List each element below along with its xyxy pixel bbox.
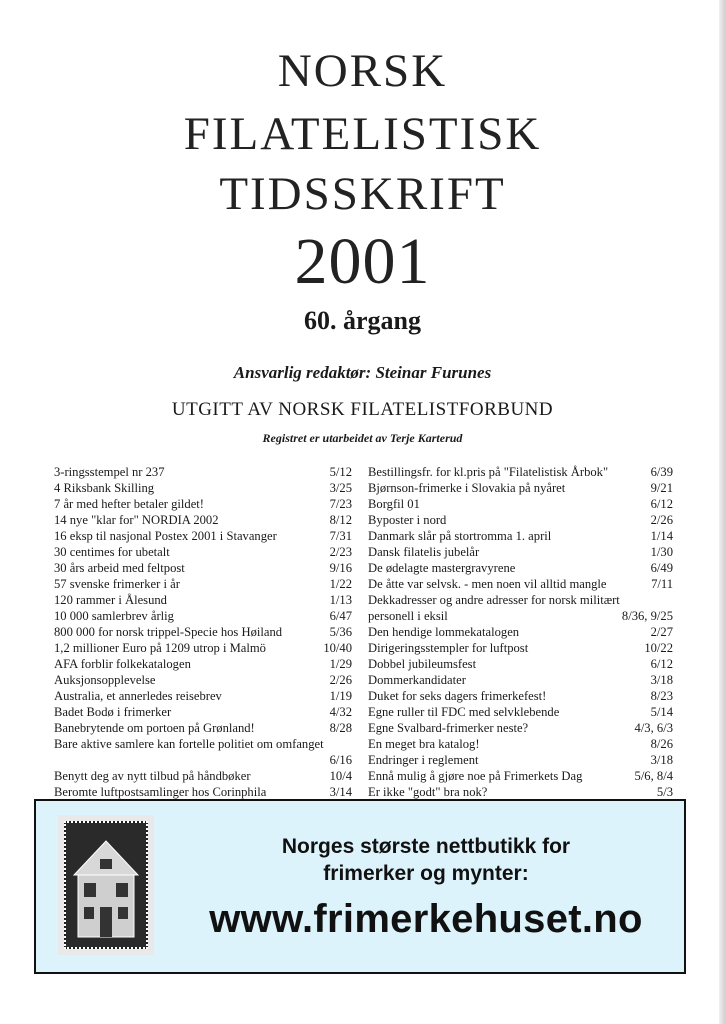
index-entry xyxy=(54,656,352,672)
index-entry xyxy=(368,688,673,704)
index-entry-ref: 7/11 xyxy=(651,577,673,591)
index-entry xyxy=(54,464,352,480)
index-entry xyxy=(54,784,352,800)
index-entry xyxy=(368,496,673,512)
index-entry-ref: 3/18 xyxy=(650,673,673,687)
index-entry-title: Dekkadresser og andre adresser for norsk militært xyxy=(368,593,620,607)
index-entry xyxy=(368,592,673,608)
index-entry-ref: 1/19 xyxy=(329,689,352,703)
index-entry-title: Er ikke "godt" bra nok? xyxy=(368,785,488,799)
index-entry xyxy=(368,656,673,672)
ad-website-link[interactable]: www.frimerkehuset.no xyxy=(209,897,643,941)
index-entry-title: Dommerkandidater xyxy=(368,673,466,687)
index-entry xyxy=(368,576,673,592)
index-entry xyxy=(54,496,352,512)
index-entry-title: De ødelagte mastergravyrene xyxy=(368,561,516,575)
index-entry-ref: 5/12 xyxy=(329,465,352,479)
index-column-right xyxy=(368,464,673,800)
index-entry-ref: 7/23 xyxy=(329,497,352,511)
index-entry xyxy=(54,608,352,624)
index-entry xyxy=(368,672,673,688)
index-entry-ref: 4/3, 6/3 xyxy=(634,721,673,735)
index-entry-title: Borgfil 01 xyxy=(368,497,420,511)
index-entry xyxy=(54,576,352,592)
editor-credit: Ansvarlig redaktør: Steinar Furunes xyxy=(233,363,492,382)
index-entry xyxy=(54,736,352,752)
advertisement-box[interactable] xyxy=(34,799,686,974)
volume-label: 60. årgang xyxy=(304,306,421,335)
index-entry-title: En meget bra katalog! xyxy=(368,737,480,751)
index-entry-ref: 1/13 xyxy=(329,593,352,607)
index-entry-title: Badet Bodø i frimerker xyxy=(54,705,172,719)
index-entry-ref: 8/26 xyxy=(650,737,673,751)
index-entry-title: 10 000 samlerbrev årlig xyxy=(54,609,174,623)
registered-by-line: Registret er utarbeidet av Terje Karterud xyxy=(262,431,463,445)
index-entry-ref: 1/22 xyxy=(329,577,352,591)
ad-headline-line-2: frimerker og mynter: xyxy=(323,862,529,885)
index-entry-title: 120 rammer i Ålesund xyxy=(54,593,167,607)
index-entry xyxy=(368,720,673,736)
title-line-1: NORSK xyxy=(277,45,448,97)
index-entry xyxy=(54,640,352,656)
index-entry xyxy=(54,752,352,768)
index-entry-title: Beromte luftpostsamlinger hos Corinphila xyxy=(54,785,267,799)
index-entry-ref: 4/32 xyxy=(329,705,352,719)
index-entry-ref: 1/30 xyxy=(650,545,673,559)
index-entry-ref: 3/18 xyxy=(650,753,673,767)
index-entry xyxy=(54,544,352,560)
index-entry-title: Bestillingsfr. for kl.pris på "Filatelistisk Årbok" xyxy=(368,465,609,479)
index-entry-ref: 10/22 xyxy=(644,641,673,655)
index-entry-title: 30 centimes for ubetalt xyxy=(54,545,170,559)
index-entry-ref: 2/26 xyxy=(650,513,673,527)
index-entry-title: Banebrytende om portoen på Grønland! xyxy=(54,721,255,735)
index-entry-title: 16 eksp til nasjonal Postex 2001 i Stavanger xyxy=(54,529,277,543)
index-entry-title: 30 års arbeid med feltpost xyxy=(54,561,185,575)
index-entry xyxy=(54,480,352,496)
index-entry-ref: 6/12 xyxy=(650,497,673,511)
index-entry-ref: 8/23 xyxy=(650,689,673,703)
index-entry-ref: 5/3 xyxy=(656,785,673,799)
index-entry xyxy=(54,672,352,688)
index-entry-title: Dobbel jubileumsfest xyxy=(368,657,477,671)
index-entry xyxy=(368,736,673,752)
index-entry-ref: 2/26 xyxy=(329,673,352,687)
index-entry xyxy=(54,688,352,704)
index-entry-title: Dansk filatelis jubelår xyxy=(368,545,480,559)
ad-headline-line-1: Norges største nettbutikk for xyxy=(281,835,571,858)
index-entry-ref: 8/36, 9/25 xyxy=(621,609,673,623)
index-entry xyxy=(54,560,352,576)
index-entry xyxy=(368,528,673,544)
year-heading: 2001 xyxy=(294,225,431,298)
title-line-3: TIDSSKRIFT xyxy=(219,168,506,220)
index-entry-title: Danmark slår på stortromma 1. april xyxy=(368,529,552,543)
index-entry-ref: 8/28 xyxy=(329,721,352,735)
index-entry xyxy=(368,512,673,528)
index-entry xyxy=(368,560,673,576)
house-stamp-icon xyxy=(58,815,154,955)
index-entry-ref: 5/14 xyxy=(650,705,673,719)
index-entry xyxy=(54,592,352,608)
index-entry-ref: 1/14 xyxy=(650,529,673,543)
index-entry-title: Egne Svalbard-frimerker neste? xyxy=(368,721,529,735)
index-entry-title: 14 nye "klar for" NORDIA 2002 xyxy=(54,513,219,527)
index-entry xyxy=(368,640,673,656)
index-column-left xyxy=(54,464,352,800)
index-entry-title: Bjørnson-frimerke i Slovakia på nyåret xyxy=(368,481,566,495)
index-entry-ref: 6/49 xyxy=(650,561,673,575)
index-entry-ref: 2/23 xyxy=(329,545,352,559)
index-entry xyxy=(368,768,673,784)
index-entry-title: Egne ruller til FDC med selvklebende xyxy=(368,705,560,719)
index-entry-ref: 10/4 xyxy=(329,769,352,783)
publisher-line: UTGITT AV NORSK FILATELISTFORBUND xyxy=(171,399,554,420)
index-entry-ref: 3/25 xyxy=(329,481,352,495)
index-entry-title: Endringer i reglement xyxy=(368,753,479,767)
index-entry-title: 1,2 millioner Euro på 1209 utrop i Malmö xyxy=(54,641,266,655)
index-entry xyxy=(54,624,352,640)
index-entry xyxy=(54,720,352,736)
index-entry-ref: 6/12 xyxy=(650,657,673,671)
title-line-2: FILATELISTISK xyxy=(183,108,542,160)
index-entry-ref: 9/16 xyxy=(329,561,352,575)
index-entry-title: Benytt deg av nytt tilbud på håndbøker xyxy=(54,769,251,783)
index-entry xyxy=(368,544,673,560)
index-entry-ref: 5/6, 8/4 xyxy=(634,769,673,783)
index-entry-ref: 6/16 xyxy=(329,753,352,767)
index-entry xyxy=(368,752,673,768)
index-entry-title: AFA forblir folkekatalogen xyxy=(54,657,191,671)
index-entry-title: 800 000 for norsk trippel-Specie hos Høiland xyxy=(54,625,283,639)
index-entry-title: Den hendige lommekatalogen xyxy=(368,625,520,639)
index-entry xyxy=(368,464,673,480)
index-entry-ref: 6/39 xyxy=(650,465,673,479)
index-entry-ref: 3/14 xyxy=(329,785,352,799)
index-entry-title: Auksjonsopplevelse xyxy=(54,673,156,687)
index-entry xyxy=(54,512,352,528)
index-entry-title: Byposter i nord xyxy=(368,513,447,527)
index-entry-ref: 2/27 xyxy=(650,625,673,639)
index-entry-ref: 1/29 xyxy=(329,657,352,671)
index-entry-title: Ennå mulig å gjøre noe på Frimerkets Dag xyxy=(368,769,583,783)
index-entry-ref: 9/21 xyxy=(650,481,673,495)
index-entry-ref: 7/31 xyxy=(329,529,352,543)
index-entry xyxy=(54,528,352,544)
index-entry xyxy=(368,704,673,720)
index-entry-ref: 8/12 xyxy=(329,513,352,527)
index-entry-title: Duket for seks dagers frimerkefest! xyxy=(368,689,547,703)
index-entry-title: personell i eksil xyxy=(368,609,448,623)
index-entry xyxy=(368,784,673,800)
index-entry xyxy=(368,608,673,624)
index-entry xyxy=(368,480,673,496)
index-entry xyxy=(368,624,673,640)
index-entry-title: 7 år med hefter betaler gildet! xyxy=(54,497,204,511)
index-entry-title: Bare aktive samlere kan fortelle politiet om omfanget xyxy=(54,737,324,751)
index-entry-title: 57 svenske frimerker i år xyxy=(54,577,180,591)
index-entry-ref: 6/47 xyxy=(329,609,352,623)
house-illustration xyxy=(66,823,146,947)
index-entry-title: 3-ringsstempel nr 237 xyxy=(54,465,165,479)
index-entry-ref: 5/36 xyxy=(329,625,352,639)
index-entry xyxy=(54,704,352,720)
index-entry-title: De åtte var selvsk. - men noen vil alltid mangle xyxy=(368,577,607,591)
index-entry-title: Dirigeringsstempler for luftpost xyxy=(368,641,529,655)
index-entry-title: 4 Riksbank Skilling xyxy=(54,481,155,495)
index-entry-ref: 10/40 xyxy=(323,641,352,655)
index-entry xyxy=(54,768,352,784)
index-entry-title: Australia, et annerledes reisebrev xyxy=(54,689,222,703)
